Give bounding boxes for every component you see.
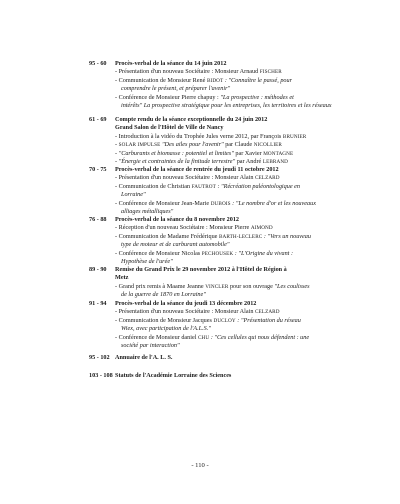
detail-text: pour son ouvrage — [228, 282, 275, 290]
toc-entry — [89, 266, 389, 300]
work-title: comprendre le présent, et préparer l'avenir" — [121, 85, 231, 93]
work-title: intérêts" La prospective stratégique pour les entreprises, les territoires et les réseaux — [121, 102, 332, 110]
work-title: Wiex, avec participation de l'A.L.S." — [121, 325, 211, 333]
entry-detail-line — [89, 77, 389, 85]
entry-detail-line — [89, 200, 389, 208]
entry-title: Remise du Grand Prix le 29 novembre 2012 à l'Hôtel de Région à — [115, 266, 287, 273]
work-title: Hypothèse de l'urée" — [121, 258, 173, 266]
entry-detail-line — [89, 334, 389, 342]
detail-text: - Conférence de Monsieur Pierre chapuy : — [115, 93, 221, 101]
work-title: : "Récréation paléontologique en — [215, 182, 300, 190]
person-surname: NICOLLIER — [253, 142, 282, 149]
entry-title: Procès-verbal de la séance du 14 juin 2012 — [115, 60, 227, 67]
detail-text: - Communication de Monsieur René — [115, 76, 207, 84]
detail-text: - Communication de Christian — [115, 182, 192, 190]
detail-text: - — [115, 141, 119, 149]
entry-title: Annuaire de l'A. L. S. — [115, 354, 173, 361]
person-surname: DUCLOY — [213, 317, 236, 324]
entry-detail-line — [89, 68, 389, 76]
detail-text: - Conférence de Monsieur Nicolas — [115, 249, 202, 257]
toc-entry-heading — [89, 354, 389, 362]
detail-text: - Conférence de Monsieur daniel — [115, 333, 198, 341]
person-surname: SOLAR IMPULSE — [118, 142, 161, 149]
entry-detail-line — [89, 94, 389, 102]
toc-entry-heading — [89, 372, 389, 380]
person-surname: MONTAGNE — [263, 150, 294, 157]
page-range: 76 - 88 — [89, 216, 107, 223]
entry-detail-line — [89, 133, 389, 141]
detail-text: - Présentation d'un nouveau Sociétaire : Monsieur Arnaud — [115, 68, 260, 76]
entry-detail-line — [89, 224, 389, 232]
entry-detail-line — [89, 191, 389, 199]
person-surname: BIDOT — [206, 77, 224, 84]
entry-detail-line — [89, 102, 389, 110]
person-surname: AIMOND — [250, 225, 273, 232]
work-title: "Carburants et biomasse : potentiel et limites" — [118, 149, 234, 157]
toc-entry — [89, 116, 389, 166]
person-surname: FISCHER — [259, 69, 282, 76]
entry-title: Procès-verbal de la séance du 8 novembre 2012 — [115, 216, 240, 223]
detail-text: - Introduction à la vidéo du Trophée Jules verne 2012, par François — [115, 132, 283, 140]
detail-text: - — [115, 149, 119, 157]
toc-entry — [89, 216, 389, 266]
person-surname: LEBRAND — [262, 159, 289, 166]
page-range: 61 - 69 — [89, 116, 107, 123]
page-range: 70 - 75 — [89, 166, 107, 173]
person-surname: VINCLER — [205, 283, 229, 290]
page-range: 89 - 90 — [89, 266, 107, 273]
entry-detail-line — [89, 85, 389, 93]
page-range: 95 - 60 — [89, 60, 107, 67]
work-title: "Des ailes pour l'avenir" — [160, 141, 224, 149]
entry-detail-line — [89, 317, 389, 325]
work-title: : "Présentation du réseau — [235, 316, 301, 324]
toc-entry — [89, 60, 389, 110]
toc-entry — [89, 372, 389, 380]
work-title: type de moteur et de carburant automobile" — [121, 241, 230, 249]
work-title: : "Vers un nouveau — [262, 232, 311, 240]
person-surname: BRUNIER — [282, 133, 307, 140]
detail-text: - Communication de Madame Frédérique — [115, 232, 219, 240]
entry-detail-line — [89, 283, 389, 291]
detail-text: - Réception d'un nouveau Sociétaire : Monsieur Pierre — [115, 224, 251, 232]
detail-text: - Communication de Monsieur Jacques — [115, 316, 214, 324]
detail-text: Grand Salon de l'Hôtel de Ville de Nancy — [115, 124, 224, 132]
work-title: "Les coulisses — [274, 282, 310, 290]
entry-detail-line — [89, 174, 389, 182]
toc-entry-heading — [89, 166, 389, 174]
work-title: de la guerre de 1870 en Lorraine" — [121, 291, 206, 299]
detail-text: - Grand prix remis à Maame Jeanne — [115, 282, 206, 290]
detail-text: par Claude — [223, 141, 254, 149]
work-title: alliages métalliques" — [121, 208, 174, 216]
page-range: 103 - 108 — [89, 372, 113, 379]
entry-title: Compte rendu de la séance exceptionnelle du 24 juin 2012 — [115, 116, 268, 123]
entry-detail-line — [89, 308, 389, 316]
work-title: : "Ces cellules qui nous défendent : une — [209, 333, 310, 341]
page-range: 95 - 102 — [89, 354, 110, 361]
person-surname: DUBOIS — [210, 200, 231, 207]
toc-entry — [89, 166, 389, 216]
person-surname: CELZARD — [254, 309, 280, 316]
detail-text: par Xavier — [233, 149, 264, 157]
page-number: - 110 - — [191, 462, 209, 469]
detail-text: - Conférence de Monsieur Jean-Marie — [115, 199, 211, 207]
detail-text: - Présentation d'un nouveau Sociétaire : Monsieur Alain — [115, 174, 255, 182]
work-title: : "L'Origine du vivant : — [233, 249, 294, 257]
person-surname: CELZARD — [254, 175, 280, 182]
work-title: Lorraine" — [121, 191, 146, 199]
person-surname: FAUTROT — [191, 183, 216, 190]
entry-detail-line — [89, 241, 389, 249]
entry-detail-line — [89, 274, 389, 282]
toc-entry-heading — [89, 60, 389, 68]
entry-detail-line — [89, 325, 389, 333]
toc-entry-heading — [89, 300, 389, 308]
entry-detail-line — [89, 141, 389, 149]
work-title: "La prospective : méthodes et — [220, 93, 294, 101]
person-surname: PECHOUSEK — [201, 250, 234, 257]
entry-detail-line — [89, 233, 389, 241]
work-title: société par interaction" — [121, 342, 180, 350]
entry-title: Procès-verbal de la séance du jeudi 13 décembre 2012 — [115, 300, 257, 307]
detail-text: - Présentation d'un nouveau Sociétaire : Monsieur Alain — [115, 308, 255, 316]
person-surname: CHU — [198, 334, 210, 341]
detail-text: - — [115, 158, 119, 166]
work-title: : "Le nombre d'or et les nouveaux — [230, 199, 316, 207]
entry-title: Statuts de l'Académie Lorraine des Sciences — [115, 372, 232, 379]
entry-detail-line — [89, 183, 389, 191]
page-range: 91 - 94 — [89, 300, 107, 307]
person-surname: BARTH-LECLERC — [218, 233, 263, 240]
entry-title: Procès-verbal de la séance de rentrée du jeudi 11 octobre 2012 — [115, 166, 279, 173]
toc-entry — [89, 300, 389, 350]
toc-entry-heading — [89, 266, 389, 274]
entry-detail-line — [89, 124, 389, 132]
detail-text: par André — [235, 158, 263, 166]
toc-entry-heading — [89, 116, 389, 124]
detail-text: Metz — [115, 274, 129, 282]
toc-entry — [89, 354, 389, 362]
entry-detail-line — [89, 342, 389, 350]
entry-detail-line — [89, 291, 389, 299]
entry-detail-line — [89, 250, 389, 258]
work-title: "Énergie et contraintes de la finitude terrestre" — [118, 158, 236, 166]
work-title: : "Connaître le passé, pour — [223, 76, 293, 84]
toc-entry-heading — [89, 216, 389, 224]
entry-detail-line — [89, 150, 389, 158]
